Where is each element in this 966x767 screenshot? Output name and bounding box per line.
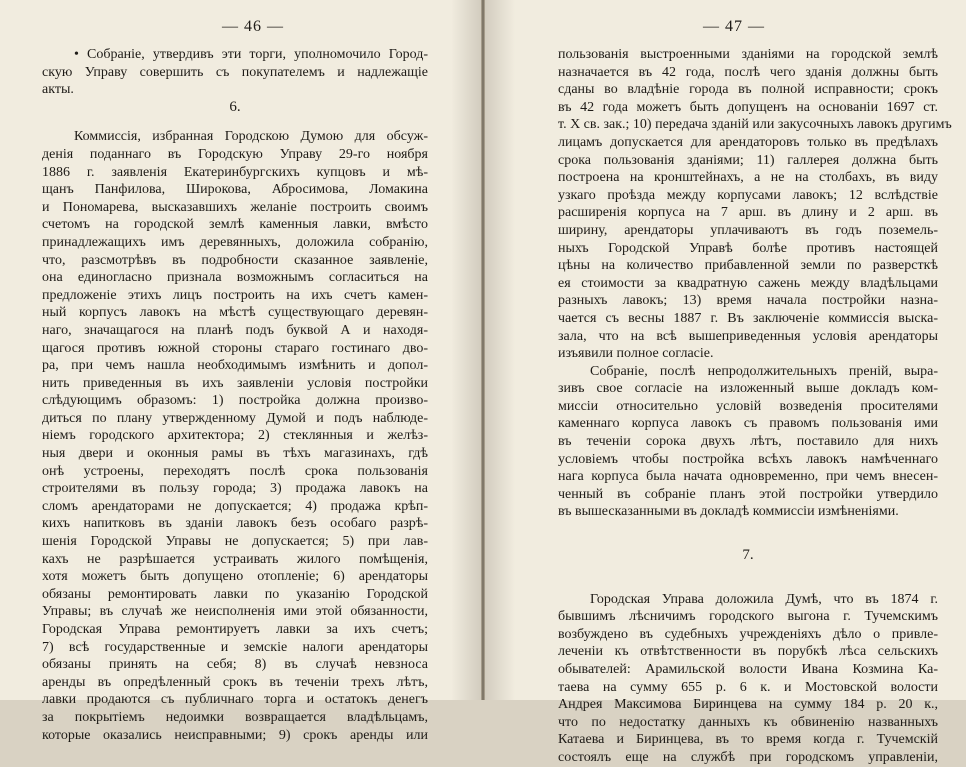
text-line: аренды въ опредѣленный срокъ въ теченіи трехъ лѣтъ, <box>42 674 428 690</box>
text-line: наго, значащагося на планѣ подъ буквой А и находя- <box>42 322 428 338</box>
text-line: лавки продаются съ публичнаго торга и остатокъ денегъ <box>42 692 428 708</box>
text-line: бывшимъ лѣсничимъ городского выгона г. Тучемскимъ <box>558 609 938 625</box>
text-line: обязаны ремонтировать лавки по указанію Городской <box>42 586 428 602</box>
text-line: т. X св. зак.; 10) передача зданій или закусочныхъ лавокъ другимъ <box>558 117 952 133</box>
text-line: она единогласно признала возможнымъ согласиться на <box>42 270 428 286</box>
text-line: узкаго проѣзда между корпусами лавокъ; 12 вслѣдствіе <box>558 187 938 203</box>
text-line: счетомъ на городской землѣ каменныя лавки, вмѣсто <box>42 217 428 233</box>
text-line: кахъ не разрѣшается устраивать жилого помѣщенія, <box>42 551 428 567</box>
text-line: состоялъ еще на службѣ при городскомъ управленіи, <box>558 749 938 765</box>
text-line: расширенія корпуса на 7 арш. въ длину и 2 арш. въ <box>558 205 938 221</box>
text-line: ныя двери и оконныя рамы въ тѣхъ магазинахъ, гдѣ <box>42 446 428 462</box>
spacer <box>558 565 938 591</box>
text-block <box>42 46 428 744</box>
text-line: построена на кронштейнахъ, а не на столбахъ, въ виду <box>558 170 938 186</box>
text-line: шенія Городской Управы не допускается; 5) при лав- <box>42 534 428 550</box>
text-line: разныхъ лавокъ; 13) время начала постройки назна- <box>558 293 938 309</box>
text-line: щагося противъ южной стороны стараго гостинаго дво- <box>42 340 428 356</box>
text-line: чается съ весны 1887 г. Въ заключеніе коммиссія выска- <box>558 310 938 326</box>
text-line: нить приведенныя въ ихъ заявленіи условія постройки <box>42 375 428 391</box>
right-page <box>485 0 966 765</box>
text-line: нага корпуса была начата одновременно, при чемъ внесен- <box>558 469 938 485</box>
text-line: принадлежащихъ имъ деревянныхъ, доложила собранію, <box>42 234 428 250</box>
text-line: предложеніе этихъ лицъ построить на ихъ счетъ камен- <box>42 287 428 303</box>
text-line: диться по плану утвержденному Думой и подъ наблюде- <box>42 410 428 426</box>
text-line: 1886 г. заявленія Екатеринбургскихъ купцовъ и мѣ- <box>42 164 428 180</box>
text-line: зала, что на всѣ вышеприведенныя условія арендаторы <box>558 328 938 344</box>
page-number: — 47 — <box>703 18 765 35</box>
text-line: • Собраніе, утвердивъ эти торги, уполномочило Город- <box>74 47 428 62</box>
text-line: ный корпусъ лавокъ на мѣстѣ существующаго деревян- <box>42 305 428 321</box>
text-line: ея стоимости за квадратную сажень между владѣльцами <box>558 275 938 291</box>
text-line: что по недостатку данныхъ къ обвиненію названныхъ <box>558 714 938 730</box>
text-line: денія поданнаго въ Городскую Управу 29-го ноября <box>42 146 428 162</box>
text-line: возбуждено въ судебныхъ учрежденіяхъ дѣло о привле- <box>558 626 938 642</box>
text-line: хотя можетъ быть допущено отопленіе; 6) арендаторы <box>42 569 428 585</box>
text-line: кихъ напитковъ въ зданіи лавокъ безъ особаго разрѣ- <box>42 516 428 532</box>
text-line: слѣдующимъ образомъ: 1) постройка должна произво- <box>42 393 428 409</box>
text-line: ныхъ Городской Управѣ болѣе противъ настоящей <box>558 240 938 256</box>
text-line: зивъ свое согласіе на изложенный выше докладъ ком- <box>558 381 938 397</box>
text-line: назначается въ 42 года, послѣ чего зданія должны быть <box>558 64 938 80</box>
text-line: таева на сумму 655 р. 6 к. и Мостовской волости <box>558 679 938 695</box>
section-heading: 6. <box>229 98 241 115</box>
text-line: Городская Управа ремонтируетъ лавки за ихъ счетъ; <box>42 622 428 637</box>
text-line: что, разсмотрѣвъ въ подробности сказанное заявленіе, <box>42 252 428 268</box>
text-line: въ вышесказанными въ докладѣ коммиссіи измѣненіями. <box>558 504 899 520</box>
text-line: миссіи относительно условій возведенія просителями <box>558 398 938 414</box>
text-line: лицамъ допускается для арендаторовъ только въ предѣлахъ <box>558 134 938 150</box>
text-line: ра, при чемъ нашла необходимымъ измѣнить и допол- <box>42 358 428 374</box>
text-line: щанъ Панфилова, Широкова, Абросимова, Ломакина <box>42 182 428 198</box>
spacer <box>558 521 938 547</box>
text-line: срока пользованія зданіями; 11) галлерея должна быть <box>558 152 938 168</box>
text-line: за покрытіемъ недоимки возвращается владѣльцамъ, <box>42 709 428 725</box>
text-line: въ теченіи сорока двухъ лѣтъ, поставило для нихъ <box>558 434 938 450</box>
text-line: 7) всѣ государственные и земскіе налоги арендаторы <box>42 639 428 655</box>
text-line: ніемъ городского архитектора; 2) стеклянныя и желѣз- <box>42 428 428 444</box>
text-line: сданы во владѣніе города въ полной исправности; срокъ <box>558 82 938 98</box>
text-line: пользованія выстроенными зданіями на городской землѣ <box>558 47 938 62</box>
text-line: цѣны на количество прибавленной земли по разверсткѣ <box>558 258 938 274</box>
text-line: скую Управу совершить съ покупателемъ и надлежащіе <box>42 64 428 80</box>
text-line: Собраніе, послѣ непродолжительныхъ преній, выра- <box>590 363 938 379</box>
text-line: леченіи къ отвѣтственности въ порубкѣ лѣса сельскихъ <box>558 644 938 660</box>
text-line: условіемъ чтобы постройка всѣхъ лавокъ намѣченнаго <box>558 451 938 467</box>
spacer <box>42 116 428 128</box>
section-heading: 7. <box>742 547 754 564</box>
text-line: которые оказались неисправными; 9) срокъ аренды или <box>42 727 428 743</box>
text-line: изъявили полное согласіе. <box>558 346 714 362</box>
text-line: ченный въ собраніе планъ этой постройки утвердило <box>558 486 938 502</box>
text-line: Андрея Максимова Биринцева на сумму 184 р. 20 к., <box>558 697 938 713</box>
text-line: Коммиссія, избранная Городскою Думою для обсуж- <box>74 129 428 145</box>
text-line: обязаны принять на себя; 8) въ случаѣ невзноса <box>42 657 428 673</box>
text-line: Управы; въ случаѣ же неисполненія ими этой обязанности, <box>42 604 428 620</box>
text-line: Городская Управа доложила Думѣ, что въ 1874 г. <box>590 591 938 607</box>
text-line: каменнаго корпуса лавокъ съ правомъ пользованія ими <box>558 416 938 432</box>
text-line: Катаева и Биринцева, въ то время когда г. Тучемскій <box>558 732 938 748</box>
text-line: и Пономарева, высказавшихъ желаніе построить своимъ <box>42 199 428 215</box>
text-line: сломъ арендаторами не допускается; 4) продажа крѣп- <box>42 498 428 514</box>
page-number: — 46 — <box>222 18 284 35</box>
left-page <box>0 0 481 743</box>
text-line: обывателей: Арамильской волости Ивана Козмина Ка- <box>558 662 938 677</box>
text-line: ширину, арендаторы уплачиваютъ въ годъ поземель- <box>558 222 938 238</box>
text-line: строителями въ пользу города; 3) продажа лавокъ на <box>42 481 428 497</box>
text-line: акты. <box>42 82 74 98</box>
text-block <box>558 46 952 767</box>
text-line: въ 42 года можетъ быть допущенъ на основаніи 1697 ст. <box>558 99 938 115</box>
text-line: онѣ устроены, переходятъ послѣ срока пользованія <box>42 463 428 479</box>
